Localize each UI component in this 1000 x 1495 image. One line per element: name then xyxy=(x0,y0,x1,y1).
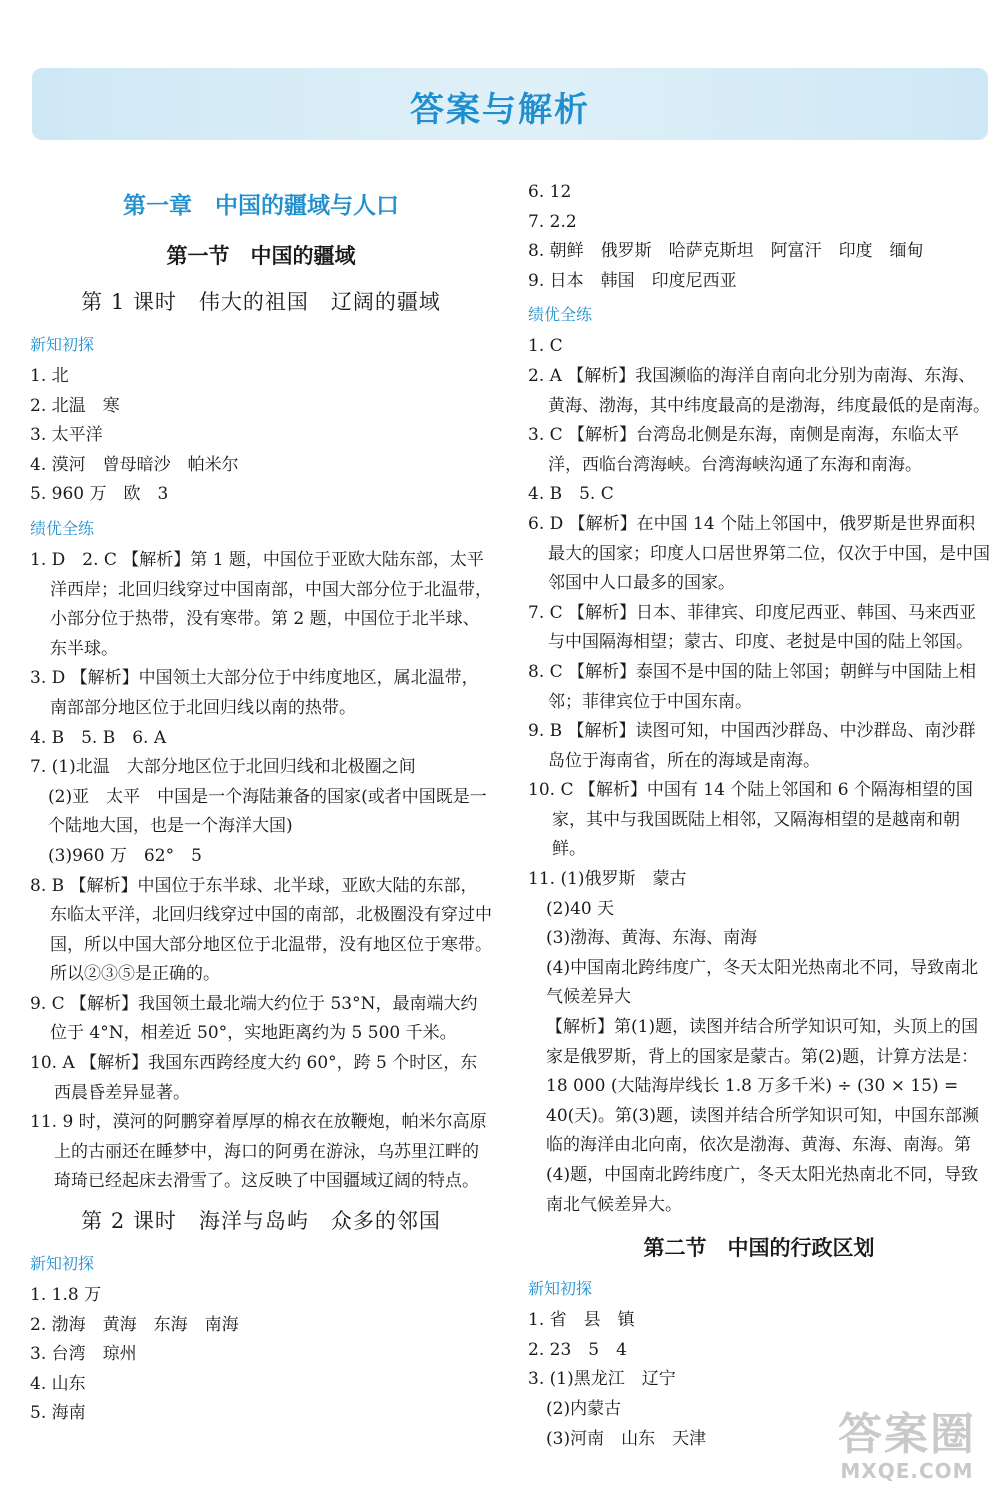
answer-item: 10. C 【解析】中国有 14 个陆上邻国和 6 个隔海相望的国家，其中与我国既陆上相邻，又隔海相望的是越南和朝鲜。 xyxy=(528,780,973,860)
answer-item: 6. 12 xyxy=(528,182,572,202)
answer-item: 7. 2.2 xyxy=(528,211,577,232)
chapter-title: 第一章 中国的疆域与人口 xyxy=(123,193,399,219)
page-title: 答案与解析 xyxy=(410,90,590,130)
answer-explanation: 【解析】第(1)题，读图并结合所学知识可知，头顶上的国家是俄罗斯，背上的国家是蒙古。第(2)题，计算方法是：18 000 (大陆海岸线长 1.8 万多千米) ÷ (30 × 15) = 40(天)。第(3)题，读图并结合所学知识可知，中国东部濒临的海洋由北向南，依次是渤海、黄海、东海、南海。第(4)题，中国南北跨纬度广，冬天太阳光热南北不同，导致南北气候差异大。 xyxy=(546,1017,979,1215)
answer-subitem: (2)内蒙古 xyxy=(546,1398,622,1419)
right-column xyxy=(528,178,990,1454)
answer-item: 1. C xyxy=(528,336,563,357)
answer-item: 1. 省 县 镇 xyxy=(528,1310,635,1331)
answer-item: 7. (1)北温 大部分地区位于北回归线和北极圈之间 xyxy=(30,757,416,778)
answer-item: 1. 1.8 万 xyxy=(30,1285,102,1306)
answer-subitem: (4)中国南北跨纬度广，冬天太阳光热南北不同，导致南北气候差异大 xyxy=(546,957,979,1008)
answer-item: 8. B 【解析】中国位于东半球、北半球，亚欧大陆的东部，东临太平洋，北回归线穿过中国的南部，北极圈没有穿过中国，所以中国大部分地区位于北温带，没有地区位于寒带。所以②③⑤是正确的。 xyxy=(30,875,492,985)
answer-item: 9. C 【解析】我国领土最北端大约位于 53°N，最南端大约位于 4°N，相差近 50°，实地距离约为 5 500 千米。 xyxy=(30,993,478,1044)
left-column xyxy=(30,178,492,1429)
watermark-url: MXQE.COM xyxy=(840,1459,974,1483)
section-title: 第一节 中国的疆域 xyxy=(166,244,356,268)
section-title: 第二节 中国的行政区划 xyxy=(643,1236,875,1261)
answer-subitem: (2)40 天 xyxy=(546,898,615,919)
lesson-title: 第 2 课时 海洋与岛屿 众多的邻国 xyxy=(81,1209,441,1234)
answer-item: 2. A 【解析】我国濒临的海洋自南向北分别为南海、东海、黄海、渤海，其中纬度最高的是渤海，纬度最低的是南海。 xyxy=(528,365,990,416)
answer-item: 11. 9 时，漠河的阿鹏穿着厚厚的棉衣在放鞭炮，帕米尔高原上的古丽还在睡梦中，海口的阿勇在游泳，乌苏里江畔的琦琦已经起床去滑雪了。这反映了中国疆域辽阔的特点。 xyxy=(30,1112,487,1192)
answer-item: 4. B 5. C xyxy=(528,484,614,505)
answer-item: 8. C 【解析】泰国不是中国的陆上邻国；朝鲜与中国陆上相邻；菲律宾位于中国东南。 xyxy=(528,661,977,712)
answer-item: 4. 山东 xyxy=(30,1373,86,1394)
answer-item: 2. 北温 寒 xyxy=(30,395,120,416)
answer-item: 3. D 【解析】中国领土大部分位于中纬度地区，属北温带，南部部分地区位于北回归线以南的热带。 xyxy=(30,668,479,718)
subheading-exercise: 绩优全练 xyxy=(528,305,593,325)
answer-subitem: (3)960 万 62° 5 xyxy=(48,845,202,866)
answer-item: 2. 渤海 黄海 东海 南海 xyxy=(30,1314,239,1335)
answer-item: 10. A 【解析】我国东西跨经度大约 60°，跨 5 个时区，东西晨昏差异显著。 xyxy=(30,1053,478,1103)
answer-item: 5. 海南 xyxy=(30,1403,86,1424)
subheading-new: 新知初探 xyxy=(30,335,95,354)
answer-item: 8. 朝鲜 俄罗斯 哈萨克斯坦 阿富汗 印度 缅甸 xyxy=(528,241,924,262)
watermark xyxy=(838,1411,976,1483)
answer-item: 2. 23 5 4 xyxy=(528,1339,627,1360)
answer-item: 4. B 5. B 6. A xyxy=(30,727,167,748)
answer-item: 9. B 【解析】读图可知，中国西沙群岛、中沙群岛、南沙群岛位于海南省，所在的海域是南海。 xyxy=(528,721,976,771)
answer-item: 7. C 【解析】日本、菲律宾、印度尼西亚、韩国、马来西亚与中国隔海相望；蒙古、印度、老挝是中国的陆上邻国。 xyxy=(528,602,977,653)
answer-item: 3. 太平洋 xyxy=(30,425,103,446)
answer-item: 1. 北 xyxy=(30,366,69,386)
answer-item: 1. D 2. C 【解析】第 1 题，中国位于亚欧大陆东部，太平洋西岸；北回归线穿过中国南部，中国大部分位于北温带，小部分位于热带，没有寒带。第 2 题，中国位于北半球、东半球。 xyxy=(30,549,492,659)
answer-item: 5. 960 万 欧 3 xyxy=(30,484,169,505)
lesson-title: 第 1 课时 伟大的祖国 辽阔的疆域 xyxy=(81,290,441,314)
answer-subitem: (3)河南 山东 天津 xyxy=(546,1428,707,1449)
answer-subitem: (3)渤海、黄海、东海、南海 xyxy=(546,928,758,949)
answer-item: 3. 台湾 琼州 xyxy=(30,1344,137,1365)
subheading-new: 新知初探 xyxy=(30,1254,95,1274)
answer-item: 3. C 【解析】台湾岛北侧是东海，南侧是南海，东临太平洋，西临台湾海峡。台湾海峡沟通了东海和南海。 xyxy=(528,425,960,475)
watermark-logo: 答案圈 xyxy=(838,1409,976,1460)
answer-item: 3. (1)黑龙江 辽宁 xyxy=(528,1369,676,1390)
answer-item: 11. (1)俄罗斯 蒙古 xyxy=(528,869,687,890)
answer-item: 4. 漠河 曾母暗沙 帕米尔 xyxy=(30,454,239,475)
answer-item: 9. 日本 韩国 印度尼西亚 xyxy=(528,270,737,291)
subheading-exercise: 绩优全练 xyxy=(30,518,95,538)
subheading-new: 新知初探 xyxy=(528,1279,593,1299)
answer-item: 6. D 【解析】在中国 14 个陆上邻国中，俄罗斯是世界面积最大的国家；印度人口居世界第二位，仅次于中国，是中国邻国中人口最多的国家。 xyxy=(528,513,990,594)
answer-subitem: (2)亚 太平 中国是一个海陆兼备的国家(或者中国既是一个陆地大国，也是一个海洋大国) xyxy=(48,786,487,837)
